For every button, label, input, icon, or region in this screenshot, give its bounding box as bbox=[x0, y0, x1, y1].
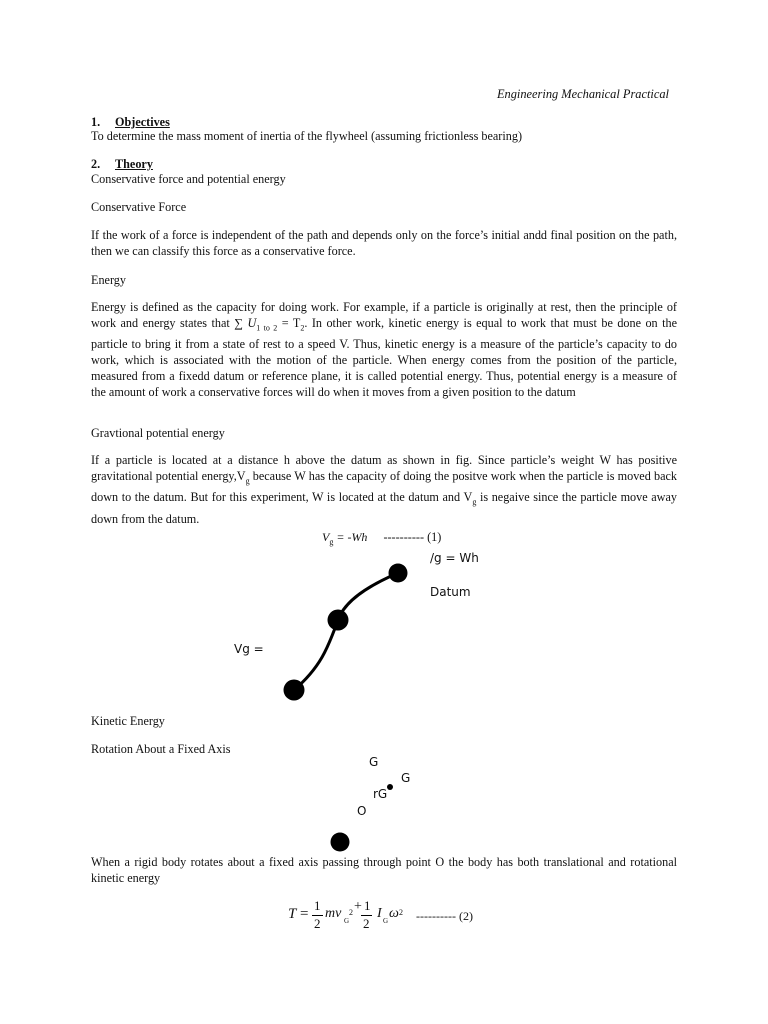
figure2-label-o: O bbox=[357, 804, 367, 818]
section-title: Theory bbox=[115, 157, 153, 171]
eq2-g-sub: G bbox=[383, 917, 389, 925]
energy-text-b: . In other work, kinetic energy is equal to work that must be done on the particle to bring it from a state of rest to a speed V. Thus, kinetic energy is a measure of the particle’s capacity to do work, which is associated with the motion of the particle. When energy comes from the position of the particle, measured from a fixedd datum or reference plane, it is called potential energy. Thus, potential energy is a measure of the amount of work a conservative forces will do when it moves from a given position to the datum bbox=[91, 316, 678, 400]
eq2-denominator: 2 bbox=[314, 916, 321, 931]
eq2-number: ---------- (2) bbox=[416, 909, 473, 923]
eq2-g-sub: G bbox=[344, 917, 350, 925]
eq2-t: T bbox=[288, 906, 297, 922]
rigid-body-paragraph: When a rigid body rotates about a fixed axis passing through point O the body has both translational and rotational kinetic energy bbox=[91, 855, 677, 885]
figure2-label-rg: rG bbox=[373, 787, 388, 801]
rotation-axis-point bbox=[331, 833, 350, 852]
energy-heading: Energy bbox=[91, 273, 126, 287]
figure1-label-datum: Datum bbox=[430, 585, 471, 599]
section-number: 1. bbox=[91, 115, 101, 129]
kinetic-energy-symbol: = T bbox=[281, 316, 301, 330]
gravitational-text-b: because W has the capacity of doing the positve work when the particle is moved back down to the datum. But for this experiment, W is located at the datum and V bbox=[91, 469, 677, 505]
particle-middle bbox=[328, 610, 349, 631]
particle-bottom bbox=[284, 680, 305, 701]
gravitational-heading: Gravtional potential energy bbox=[91, 426, 225, 440]
eq2-omega: ω bbox=[389, 906, 399, 921]
eq1-subscript: g bbox=[329, 537, 334, 547]
eq2-plus: + bbox=[354, 899, 362, 914]
figure1-label-top: /g = Wh bbox=[430, 551, 479, 565]
eq2-numerator: 1 bbox=[314, 898, 321, 913]
eq1-number: ---------- (1) bbox=[383, 530, 442, 544]
gravitational-text-c: is negaive since the particle move away down from the datum. bbox=[91, 490, 677, 526]
eq2-denominator: 2 bbox=[363, 916, 370, 931]
eq2-mv: mv bbox=[325, 906, 342, 921]
gravity-subscript: g bbox=[472, 497, 477, 507]
conservative-force-paragraph: If the work of a force is independent of the path and depends only on the force’s initial andd final position on the path, then we can classify this force as a conservative force. bbox=[91, 228, 677, 258]
objectives-text: To determine the mass moment of inertia of the flywheel (assuming frictionless bearing) bbox=[91, 129, 523, 143]
gravitational-text-a: If a particle is located at a distance h above the datum as shown in fig. Since particle’s weight W has positive gravitational potential energy,V bbox=[91, 453, 677, 483]
eq2-i: I bbox=[377, 906, 382, 921]
work-symbol: U bbox=[247, 316, 257, 330]
trajectory-curve bbox=[294, 573, 398, 690]
theory-subtitle: Conservative force and potential energy bbox=[91, 172, 286, 186]
figure1-label-left: Vg = bbox=[234, 642, 264, 656]
section-title: Objectives bbox=[115, 115, 170, 129]
kinetic-heading: Kinetic Energy bbox=[91, 714, 165, 728]
eq2-equals: = bbox=[300, 906, 309, 922]
eq1-rhs: = -Wh bbox=[333, 530, 368, 544]
eq2-numerator: 1 bbox=[364, 898, 371, 913]
section-number: 2. bbox=[91, 157, 101, 171]
running-header: Engineering Mechanical Practical bbox=[496, 87, 669, 101]
eq2-square: 2 bbox=[399, 908, 403, 917]
figure2-label-g2: G bbox=[401, 771, 411, 785]
sum-symbol: ∑ bbox=[234, 316, 243, 330]
energy-text-a: Energy is defined as the capacity for doing work. For example, if a particle is originally at rest, then the principle of work and energy states that bbox=[91, 300, 677, 330]
equation-2 bbox=[288, 900, 508, 936]
rotation-heading: Rotation About a Fixed Axis bbox=[91, 742, 231, 756]
particle-top bbox=[389, 564, 408, 583]
kinetic-energy-subscript: 2 bbox=[300, 323, 305, 333]
rotation-mass-point bbox=[387, 784, 393, 790]
conservative-force-heading: Conservative Force bbox=[91, 200, 187, 214]
work-subscript: 1 to 2 bbox=[256, 323, 278, 333]
figure2-label-g1: G bbox=[369, 755, 379, 769]
eq2-square: 2 bbox=[349, 908, 353, 917]
eq1-v: V bbox=[322, 530, 330, 544]
gravity-subscript: g bbox=[245, 476, 250, 486]
